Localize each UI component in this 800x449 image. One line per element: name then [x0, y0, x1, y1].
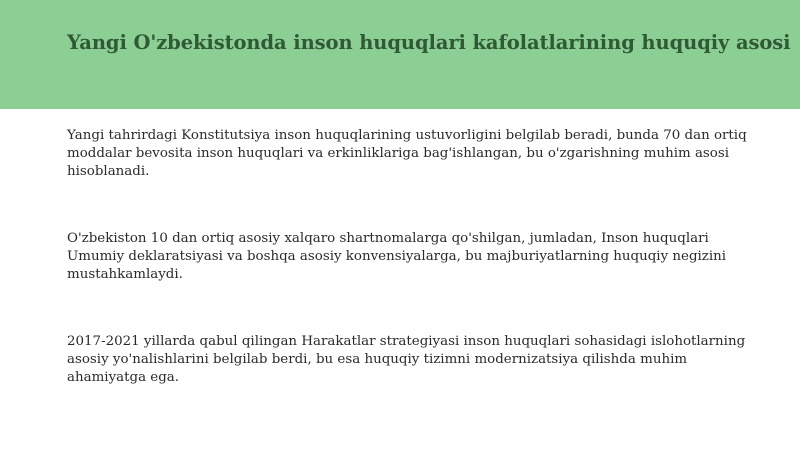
slide-header	[0, 0, 800, 109]
paragraph-action-strategy: 2017-2021 yillarda qabul qilingan Harakatlar strategiyasi inson huquqlari sohasidagi islohotlarning asosiy yo'nalishlarini belgilab berdi, bu esa huquqiy tizimni modernizatsiya qilishda muhim ahamiyatga ega.	[67, 334, 746, 385]
paragraph-international-treaties: O'zbekiston 10 dan ortiq asosiy xalqaro shartnomalarga qo'shilgan, jumladan, Inson huquqlari Umumiy deklaratsiyasi va boshqa asosiy konvensiyalarga, bu majburiyatlarning huquqiy negizini mustahkamlaydi.	[67, 231, 727, 282]
slide-title: Yangi O'zbekistonda inson huquqlari kafolatlarining huquqiy asosi	[67, 31, 791, 54]
paragraph-constitution: Yangi tahrirdagi Konstitutsiya inson huquqlarining ustuvorligini belgilab beradi, bunda 70 dan ortiq moddalar bevosita inson huquqlari va erkinliklariga bag'ishlangan, bu o'zgarishning muhim asosi hisoblanadi.	[67, 128, 747, 179]
